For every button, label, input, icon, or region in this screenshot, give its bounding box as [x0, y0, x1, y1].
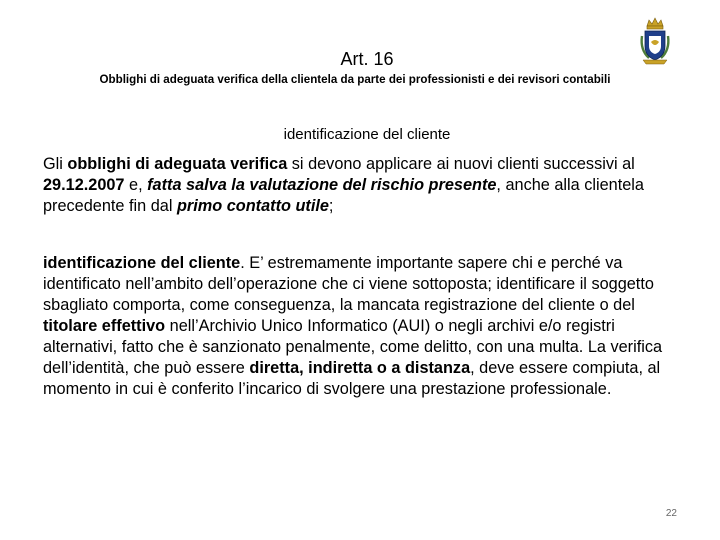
p1-bold-date: 29.12.2007	[43, 176, 125, 194]
p2-text-3: , deve essere compiuta, al momento in cui è conferito l’incarico di svolgere una prestazione professionale.	[43, 359, 661, 398]
paragraph-obblighi	[43, 154, 683, 217]
p2-text-1: . E’ estremamente importante sapere chi e perché va identificato nell’ambito dell’operazione che ci viene sottoposta; identificare il soggetto sbagliato comporta, come conseguenza, la mancata registrazione del cliente o del	[43, 254, 654, 314]
slide-subtitle: Obblighi di adeguata verifica della clientela da parte dei professionisti e dei revisori contabili	[99, 73, 611, 86]
p1-text-2: si devono applicare ai nuovi clienti successivi al	[287, 155, 635, 173]
p1-text-1: Gli	[43, 155, 68, 173]
page-number: 22	[665, 508, 677, 519]
p1-bold-italic-rischio: fatta salva la valutazione del rischio presente	[147, 176, 497, 194]
p2-text-2: nell’Archivio Unico Informatico (AUI) o negli archivi e/o registri alternativi, fatto che è sanzionato penalmente, come delitto, con una multa. La verifica dell’identità, che può essere	[43, 317, 663, 377]
section-heading: identificazione del cliente	[283, 126, 451, 143]
p1-text-5: ;	[328, 197, 334, 215]
p1-bold-italic-contatto: primo contatto utile	[176, 197, 329, 215]
coat-of-arms-icon	[637, 16, 673, 66]
p2-bold-identificazione: identificazione del cliente	[43, 254, 241, 272]
p2-bold-titolare: titolare effettivo	[43, 317, 166, 335]
p2-bold-verifica: diretta, indiretta o a distanza	[249, 359, 471, 377]
p1-text-3: e,	[124, 176, 148, 194]
slide-title: Art. 16	[340, 49, 394, 69]
p1-text-4: , anche alla clientela precedente fin dal	[43, 176, 644, 215]
p1-bold-obblighi: obblighi di adeguata verifica	[67, 155, 288, 173]
paragraph-identificazione	[43, 253, 683, 400]
